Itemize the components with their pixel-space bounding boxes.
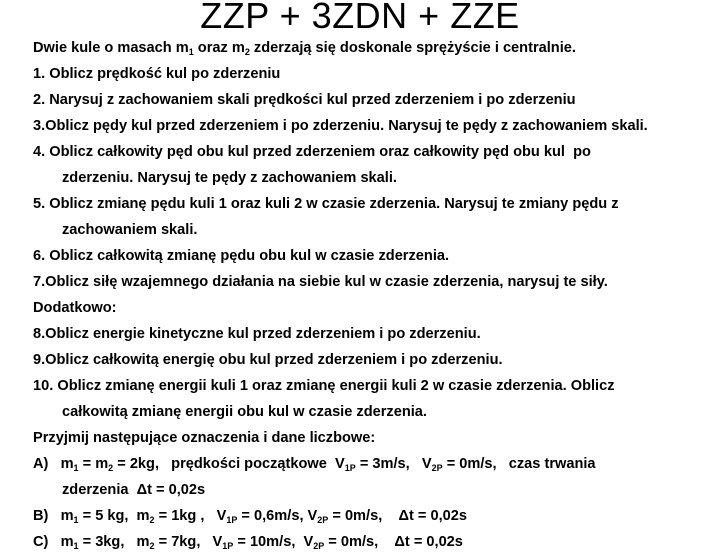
- case-text: = 1kg , V: [154, 508, 227, 524]
- case-text: = 7kg, V: [154, 534, 223, 550]
- task-10-line-1: 10. Oblicz zmianę energii kuli 1 oraz zmianę energii kuli 2 w czasie zderzenia. Oblicz: [33, 378, 615, 394]
- case-text: = 2kg, prędkości początkowe V: [113, 456, 345, 472]
- case-text: = 3kg, m: [78, 534, 150, 550]
- case-c: [33, 529, 717, 555]
- slide-body: [33, 35, 717, 555]
- case-text: = 0m/s, Δt = 0,02s: [324, 534, 463, 550]
- subscript: 2P: [313, 541, 325, 551]
- assumptions-heading: Przyjmij następujące oznaczenia i dane liczbowe:: [33, 430, 376, 446]
- task-5-line-1: 5. Oblicz zmianę pędu kuli 1 oraz kuli 2 w czasie zderzenia. Narysuj te zmiany pędu z: [33, 196, 619, 212]
- task-8: 8.Oblicz energie kinetyczne kul przed zderzeniem i po zderzeniu.: [33, 326, 481, 342]
- task-9: 9.Oblicz całkowitą energię obu kul przed zderzeniem i po zderzeniu.: [33, 352, 503, 368]
- subscript: 2: [244, 47, 250, 57]
- task-4-line-1: 4. Oblicz całkowity pęd obu kul przed zderzeniem oraz całkowity pęd obu kul po: [33, 144, 591, 160]
- case-text: = 0m/s, czas trwania: [442, 456, 596, 472]
- slide-title: ZZP + 3ZDN + ZZE: [200, 0, 520, 36]
- task-2: 2. Narysuj z zachowaniem skali prędkości kul przed zderzeniem i po zderzeniu: [33, 92, 576, 108]
- intro-text: Dwie kule o masach m: [33, 40, 189, 56]
- case-text: = 0,6m/s, V: [237, 508, 318, 524]
- extra-heading: Dodatkowo:: [33, 300, 117, 316]
- subscript: 2: [149, 541, 155, 551]
- subscript: 1P: [222, 541, 234, 551]
- intro-text: zderzają się doskonale sprężyście i centralnie.: [249, 40, 576, 56]
- case-text: B) m: [33, 508, 74, 524]
- case-text: = 3m/s, V: [355, 456, 432, 472]
- subscript: 1: [188, 47, 194, 57]
- subscript: 2: [149, 515, 155, 525]
- subscript: 1P: [344, 463, 356, 473]
- task-5-line-2: zachowaniem skali.: [62, 222, 198, 238]
- case-text: A) m: [33, 456, 74, 472]
- task-1: 1. Oblicz prędkość kul po zderzeniu: [33, 66, 281, 82]
- intro-line: [33, 35, 717, 61]
- subscript: 2P: [431, 463, 443, 473]
- subscript: 1: [73, 541, 79, 551]
- case-a-line-2: zderzenia Δt = 0,02s: [62, 482, 206, 498]
- subscript: 1P: [226, 515, 238, 525]
- case-text: = 0m/s, Δt = 0,02s: [328, 508, 467, 524]
- case-text: = 5 kg, m: [78, 508, 150, 524]
- case-text: = m: [78, 456, 109, 472]
- intro-text: oraz m: [193, 40, 245, 56]
- case-b: [33, 503, 717, 529]
- subscript: 1: [73, 463, 79, 473]
- subscript: 2: [108, 463, 114, 473]
- case-text: C) m: [33, 534, 74, 550]
- subscript: 2P: [317, 515, 329, 525]
- subscript: 1: [73, 515, 79, 525]
- case-text: = 10m/s, V: [233, 534, 314, 550]
- task-3: 3.Oblicz pędy kul przed zderzeniem i po zderzeniu. Narysuj te pędy z zachowaniem skali.: [33, 118, 648, 134]
- task-7: 7.Oblicz siłę wzajemnego działania na siebie kul w czasie zderzenia, narysuj te siły.: [33, 274, 608, 290]
- case-a-line-1: [33, 451, 717, 477]
- task-4-line-2: zderzeniu. Narysuj te pędy z zachowaniem skali.: [62, 170, 397, 186]
- task-10-line-2: całkowitą zmianę energii obu kul w czasie zderzenia.: [62, 404, 427, 420]
- task-6: 6. Oblicz całkowitą zmianę pędu obu kul w czasie zderzenia.: [33, 248, 450, 264]
